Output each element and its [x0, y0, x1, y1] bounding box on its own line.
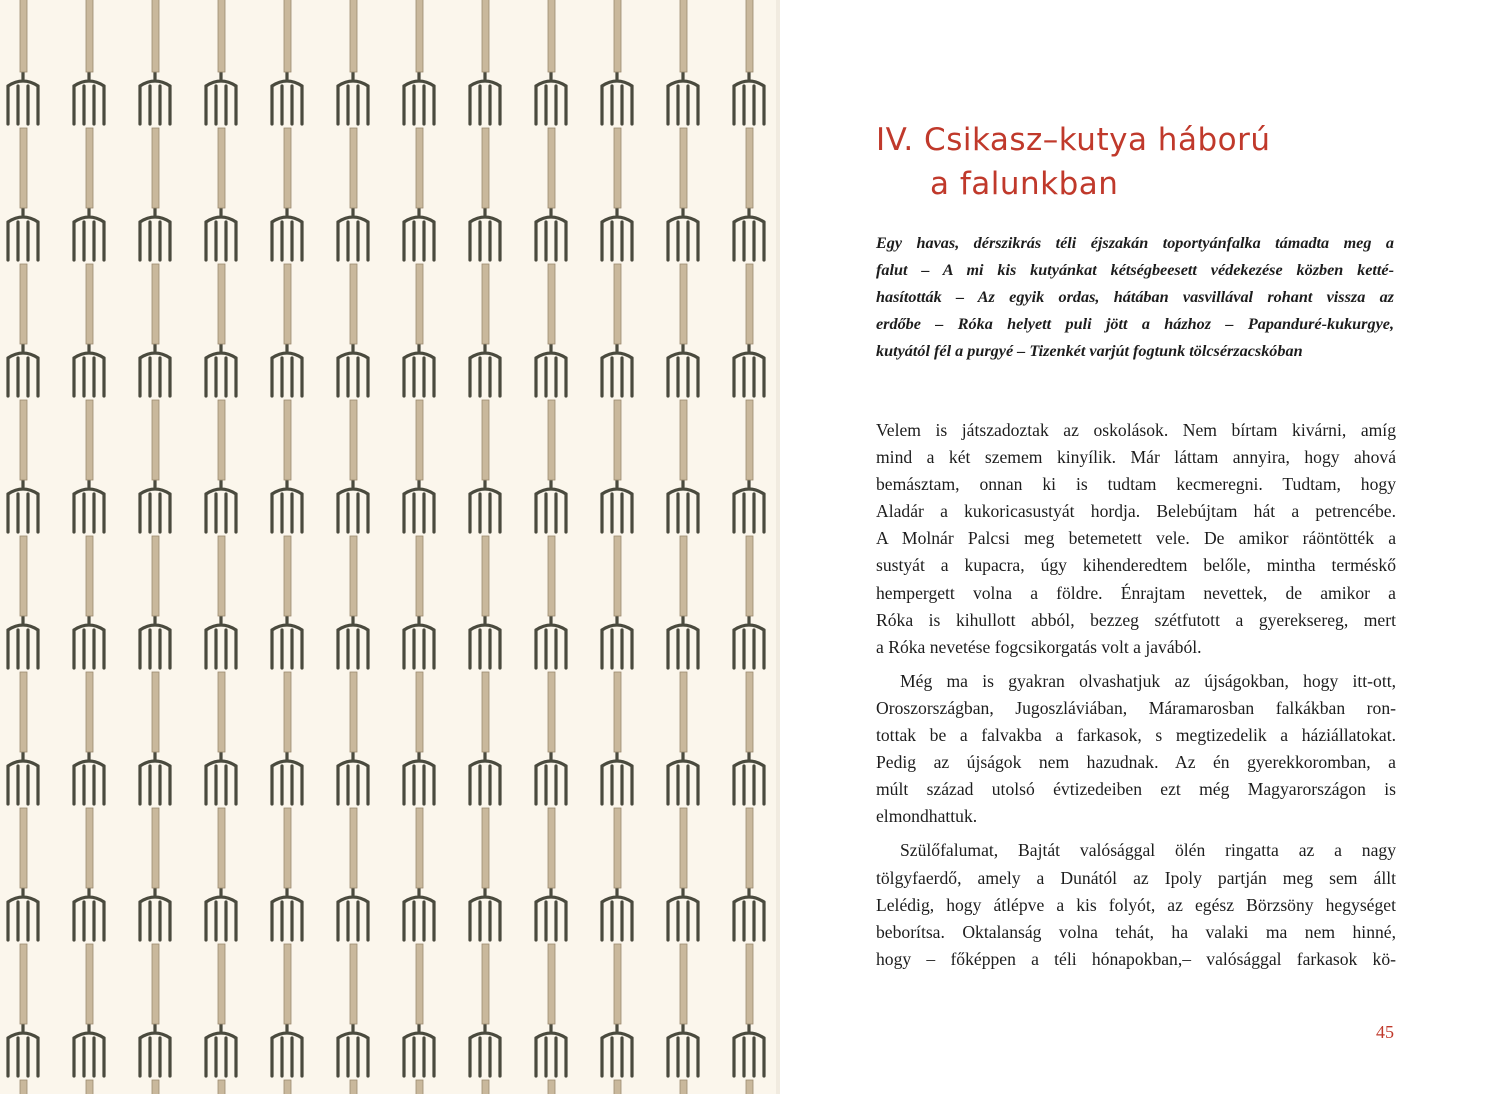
text-line: a Róka nevetése fogcsikorgatás volt a javából.: [876, 636, 1202, 657]
text-line: beborítsa. Oktalanság volna tehát, ha valaki ma nem hinné,: [876, 921, 1396, 942]
summary-line: kutyától fél a purgyé – Tizenkét varjút fogtunk tölcsérzacskóban: [876, 342, 1303, 360]
text-line: Róka is kihullott abból, bezzeg szétfutott a gyereksereg, mert: [876, 609, 1396, 630]
summary-line: hasították – Az egyik ordas, hátában vasvillával rohant vissza az: [876, 288, 1394, 306]
text-line: tottak be a falvakba a farkasok, s megtizedelik a háziállatokat.: [876, 725, 1396, 746]
text-line: Aladár a kukoricasustyát hordja. Belebújtam hát a petrencébe.: [876, 501, 1396, 522]
text-line: tölgyfaerdő, amely a Dunától az Ipoly partján meg sem állt: [876, 867, 1396, 888]
paragraph-1: [876, 417, 1396, 661]
text-line: Oroszországban, Jugoszláviában, Máramarosban falkákban ron-: [876, 697, 1396, 718]
chapter-title: [876, 118, 1270, 206]
chapter-summary: [876, 230, 1394, 365]
text-line: A Molnár Palcsi meg betemetett vele. De amikor ráöntötték a: [876, 528, 1396, 549]
text-line: Szülőfalumat, Bajtát valósággal ölén ringatta az a nagy: [900, 840, 1396, 861]
text-line: Lelédig, hogy átlépve a kis folyót, az egész Börzsöny hegységet: [876, 894, 1396, 915]
text-line: Velem is játszadoztak az oskolások. Nem bírtam kivárni, amíg: [876, 420, 1396, 440]
summary-line: falut – A mi kis kutyánkat kétségbeesett védekezése közben ketté-: [876, 261, 1394, 279]
body-text: [876, 417, 1396, 980]
text-line: Még ma is gyakran olvashatjuk az újságokban, hogy itt-ott,: [900, 670, 1396, 691]
text-line: sustyát a kupacra, úgy kihenderedtem belőle, mintha terméskő: [876, 555, 1396, 576]
text-line: Pedig az újságok nem hazudnak. Az én gyerekkoromban, a: [876, 752, 1396, 773]
summary-line: Egy havas, dérszikrás téli éjszakán toportyánfalka támadta meg a: [876, 234, 1394, 252]
text-line: mind a két szemem kinyílik. Már láttam annyira, hogy ahová: [876, 447, 1396, 468]
text-line: elmondhattuk.: [876, 806, 978, 827]
text-line: hogy – főképpen a téli hónapokban,– valósággal farkasok kö-: [876, 948, 1396, 969]
chapter-title-line-2: a falunkban: [930, 166, 1119, 202]
text-line: hempergett volna a földre. Énrajtam nevettek, de amikor a: [876, 582, 1396, 603]
paragraph-2: [876, 668, 1396, 831]
chapter-title-line-1: IV. Csikasz–kutya háború: [876, 122, 1271, 158]
text-line: bemásztam, onnan ki is tudtam kecmeregni. Tudtam, hogy: [876, 474, 1396, 495]
text-line: múlt század utolsó évtizedeiben ezt még Magyarországon is: [876, 779, 1396, 800]
paragraph-3: [876, 837, 1396, 972]
page-number: 45: [1376, 1022, 1394, 1042]
summary-line: erdőbe – Róka helyett puli jött a házhoz – Papanduré-kukurgye,: [876, 315, 1394, 333]
